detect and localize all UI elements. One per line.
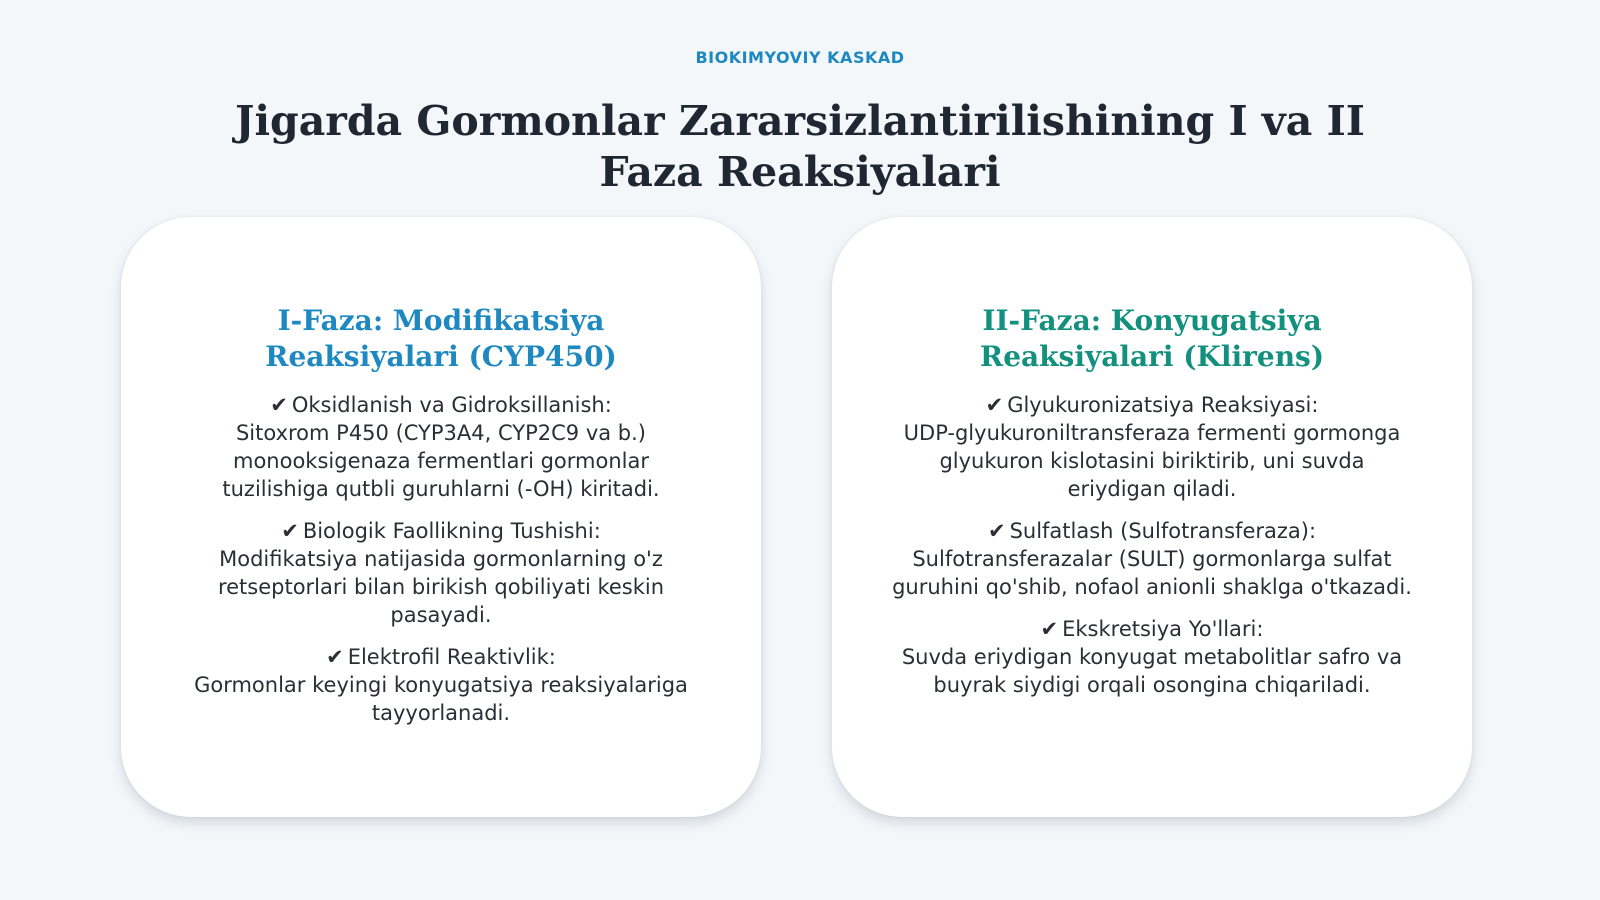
phase1-item-text: Modifikatsiya natijasida gormonlarning o'z retseptorlari bilan birikish qobiliyati keskin pasayadi.	[217, 547, 665, 627]
phase1-title: I-Faza: Modifikatsiya Reaksiyalari (CYP450)	[265, 304, 617, 373]
phase2-item-text: Suvda eriydigan konyugat metabolitlar safro va buyrak siydigi orqali osongina chiqariladi.	[901, 645, 1403, 697]
phase1-card	[121, 217, 761, 817]
check-icon: ✔	[1040, 617, 1059, 641]
check-icon: ✔	[281, 519, 299, 543]
phase1-item-text: Sitoxrom P450 (CYP3A4, CYP2C9 va b.) monooksigenaza fermentlari gormonlar tuzilishiga qutbli guruhlarni (-OH) kiritadi.	[222, 421, 660, 501]
phase2-item	[892, 391, 1412, 503]
phase2-item-heading: Ekskretsiya Yo'llari:	[1062, 617, 1264, 641]
check-icon: ✔	[270, 393, 288, 417]
phase1-item-heading: Biologik Faollikning Tushishi:	[302, 519, 601, 543]
phase2-item-text: UDP-glyukuroniltransferaza fermenti gormonga glyukuron kislotasini biriktirib, uni suvda eriydigan qiladi.	[903, 421, 1401, 501]
phase2-item-heading: Sulfatlash (Sulfotransferaza):	[1009, 519, 1317, 543]
phase2-item	[892, 615, 1412, 699]
phase1-item-heading: Elektrofil Reaktivlik:	[347, 645, 556, 669]
phase2-card	[832, 217, 1472, 817]
phase2-title: II-Faza: Konyugatsiya Reaksiyalari (Klirens)	[979, 304, 1325, 373]
phase2-item	[892, 517, 1412, 601]
phase1-item	[181, 517, 701, 629]
phase2-item-text: Sulfotransferazalar (SULT) gormonlarga sulfat guruhini qo'shib, nofaol anionli shaklga o'tkazadi.	[892, 547, 1412, 599]
phase1-item	[181, 643, 701, 727]
phase1-item	[181, 391, 701, 503]
phase1-item-heading: Oksidlanish va Gidroksillanish:	[291, 393, 612, 417]
check-icon: ✔	[985, 393, 1004, 417]
eyebrow-label: BIOKIMYOVIY KASKAD	[695, 48, 905, 67]
check-icon: ✔	[987, 519, 1006, 543]
phase1-item-text: Gormonlar keyingi konyugatsiya reaksiyalariga tayyorlanadi.	[194, 673, 688, 725]
page-title: Jigarda Gormonlar Zararsizlantirilishining I va II Faza Reaksiyalari	[235, 97, 1365, 196]
phase2-item-heading: Glyukuronizatsiya Reaksiyasi:	[1007, 393, 1319, 417]
check-icon: ✔	[326, 645, 344, 669]
